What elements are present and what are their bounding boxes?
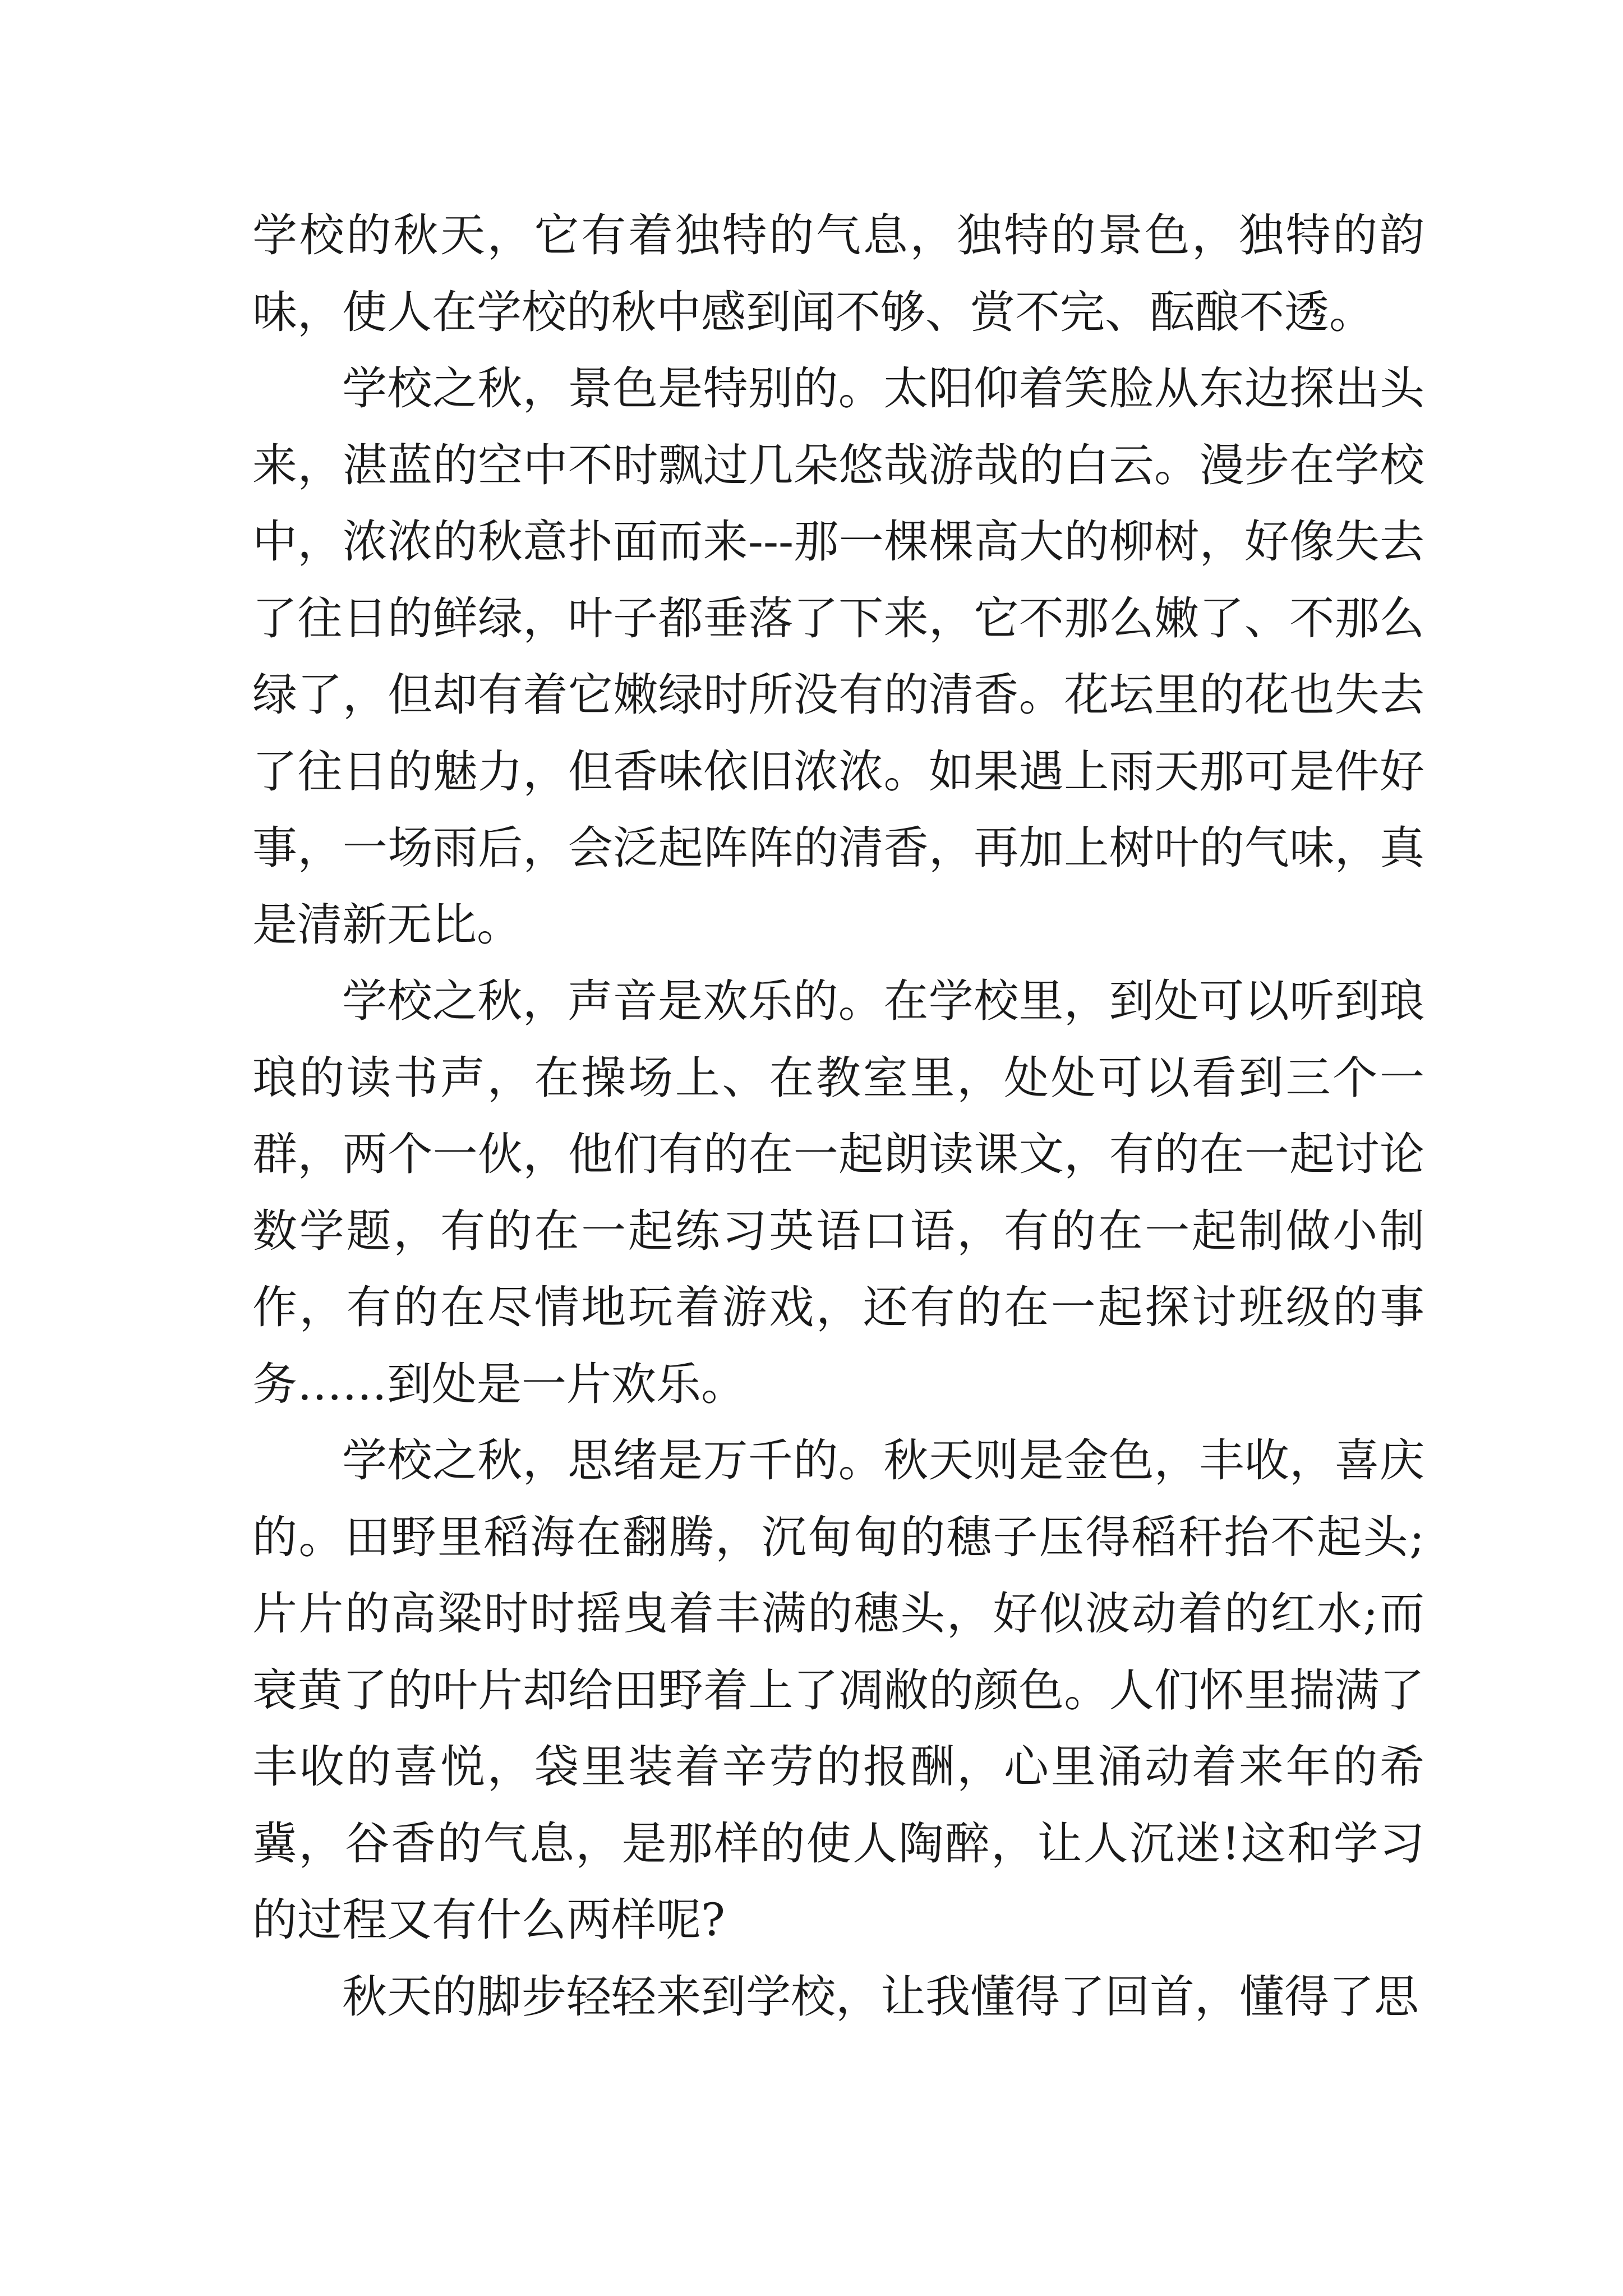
paragraph-2: 学校之秋，景色是特别的。太阳仰着笑脸从东边探出头来，湛蓝的空中不时飘过几朵悠哉游哉的白云。漫步在学校中，浓浓的秋意扑面而来---那一棵棵高大的柳树，好像失去了往日的鲜绿，叶子都垂落了下来，它不那么嫩了、不那么绿了，但却有着它嫩绿时所没有的清香。花坛里的花也失去了往日的魅力，但香味依旧浓浓。如果遇上雨天那可是件好事，一场雨后，会泛起阵阵的清香，再加上树叶的气味，真是清新无比。 bbox=[252, 362, 1424, 951]
paragraph-1: 学校的秋天，它有着独特的气息，独特的景色，独特的韵味，使人在学校的秋中感到闻不够、赏不完、酝酿不透。 bbox=[252, 209, 1424, 338]
paragraph-3: 学校之秋，声音是欢乐的。在学校里，到处可以听到琅琅的读书声，在操场上、在教室里，处处可以看到三个一群，两个一伙，他们有的在一起朗读课文，有的在一起讨论数学题，有的在一起练习英语口语，有的在一起制做小制作，有的在尽情地玩着游戏，还有的在一起探讨班级的事务……到处是一片欢乐。 bbox=[252, 975, 1424, 1410]
paragraph-5: 秋天的脚步轻轻来到学校，让我懂得了回首，懂得了思 bbox=[342, 1970, 1419, 2023]
paragraph-4: 学校之秋，思绪是万千的。秋天则是金色，丰收，喜庆的。田野里稻海在翻腾，沉甸甸的穗子压得稻秆抬不起头;片片的高粱时时摇曳着丰满的穗头，好似波动着的红水;而衰黄了的叶片却给田野着上了凋敝的颜色。人们怀里揣满了丰收的喜悦，袋里装着辛劳的报酬，心里涌动着来年的希冀，谷香的气息，是那样的使人陶醉，让人沉迷!这和学习的过程又有什么两样呢? bbox=[252, 1434, 1424, 1946]
essay-body bbox=[252, 197, 1424, 2035]
